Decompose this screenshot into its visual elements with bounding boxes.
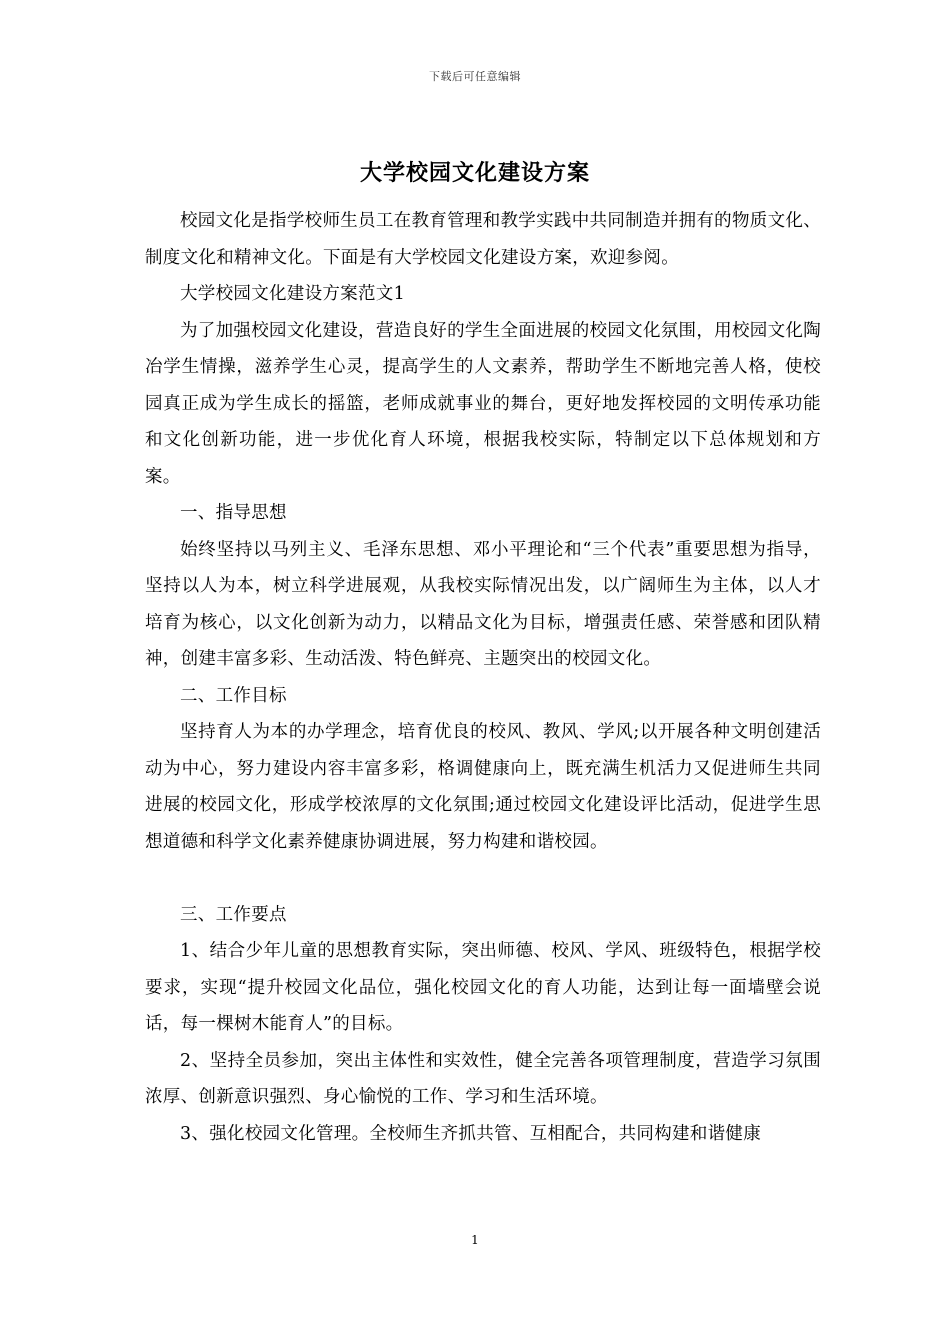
- header-note: 下载后可任意编辑: [429, 70, 521, 83]
- body-paragraph-work-goals: 坚持育人为本的办学理念，培育优良的校风、教风、学风;以开展各种文明创建活动为中心，努力建设内容丰富多彩，格调健康向上，既充满生机活力又促进师生共同进展的校园文化，形成学校浓厚的文化氛围;通过校园文化建设评比活动，促进学生思想道德和科学文化素养健康协调进展，努力构建和谐校园。: [145, 722, 821, 852]
- intro-paragraph: 校园文化是指学校师生员工在教育管理和教学实践中共同制造并拥有的物质文化、制度文化和精神文化。下面是有大学校园文化建设方案，欢迎参阅。: [145, 211, 821, 268]
- section-heading-work-points: 三、工作要点: [180, 904, 287, 925]
- document-body: [145, 203, 821, 1152]
- section-heading-work-goals: 二、工作目标: [180, 685, 287, 706]
- blank-line: [145, 860, 821, 897]
- list-item-point-3: 3、强化校园文化管理。全校师生齐抓共管、互相配合，共同构建和谐健康: [180, 1123, 762, 1144]
- body-paragraph-purpose: 为了加强校园文化建设，营造良好的学生全面进展的校园文化氛围，用校园文化陶冶学生情操，滋养学生心灵，提高学生的人文素养，帮助学生不断地完善人格，使校园真正成为学生成长的摇篮，老师成就事业的舞台，更好地发挥校园的文明传承功能和文化创新功能，进一步优化育人环境，根据我校实际，特制定以下总体规划和方案。: [145, 320, 821, 487]
- section-heading-sample-1: 大学校园文化建设方案范文1: [180, 284, 406, 304]
- body-paragraph-guiding-ideology: 始终坚持以马列主义、毛泽东思想、邓小平理论和“三个代表”重要思想为指导，坚持以人为本，树立科学进展观，从我校实际情况出发，以广阔师生为主体，以人才培育为核心，以文化创新为动力，以精品文化为目标，增强责任感、荣誉感和团队精神，创建丰富多彩、生动活泼、特色鲜亮、主题突出的校园文化。: [145, 539, 821, 669]
- list-item-point-1: 1、结合少年儿童的思想教育实际，突出师德、校风、学风、班级特色，根据学校要求，实现“提升校园文化品位，强化校园文化的育人功能，达到让每一面墙壁会说话，每一棵树木能育人”的目标。: [145, 941, 821, 1034]
- document-title: 大学校园文化建设方案: [359, 160, 590, 186]
- section-heading-guiding-ideology: 一、指导思想: [180, 503, 287, 523]
- list-item-point-2: 2、坚持全员参加，突出主体性和实效性，健全完善各项管理制度，营造学习氛围浓厚、创新意识强烈、身心愉悦的工作、学习和生活环境。: [145, 1050, 821, 1107]
- page-number: 1: [471, 1233, 479, 1247]
